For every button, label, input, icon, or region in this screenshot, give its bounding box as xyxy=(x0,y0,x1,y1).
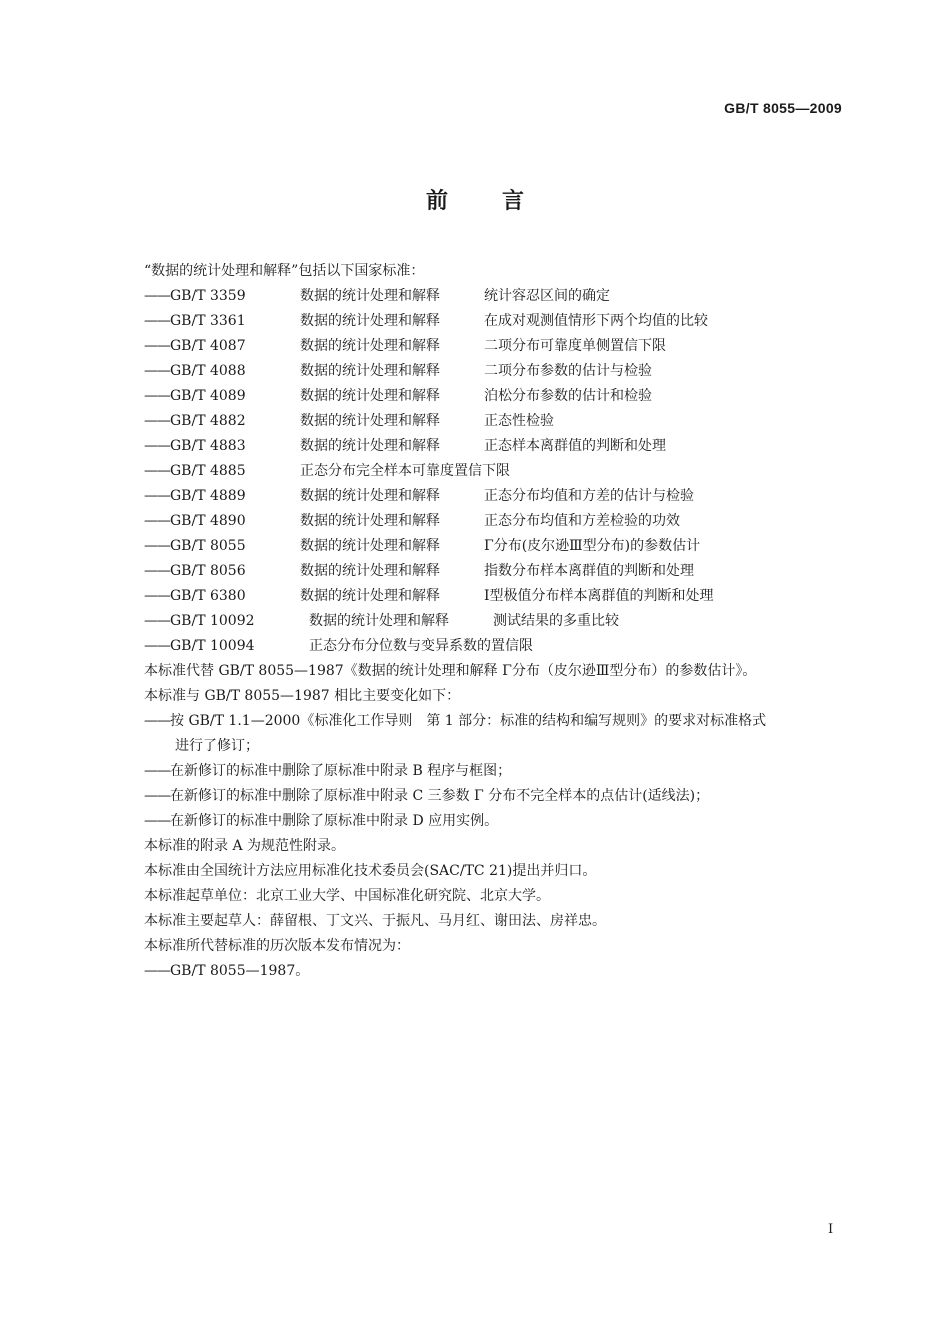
standard-item: ——GB/T 3359 数据的统计处理和解释 统计容忍区间的确定 xyxy=(144,288,610,304)
change-item-continuation: 进行了修订； xyxy=(175,738,259,754)
drafters: 本标准主要起草人：薛留根、丁文兴、于振凡、马月红、谢田法、房祥忠。 xyxy=(144,913,606,929)
standard-item: ——GB/T 6380 数据的统计处理和解释 Ⅰ型极值分布样本离群值的判断和处理 xyxy=(144,588,714,604)
page-title xyxy=(0,184,950,215)
change-item: ——在新修订的标准中删除了原标准中附录 D 应用实例。 xyxy=(144,813,499,829)
standard-item: ——GB/T 4089 数据的统计处理和解释 泊松分布参数的估计和检验 xyxy=(144,388,652,404)
document-code-header: GB/T 8055—2009 xyxy=(724,100,842,116)
standard-item: ——GB/T 8055 数据的统计处理和解释 Γ分布(皮尔逊Ⅲ型分布)的参数估计 xyxy=(144,538,701,554)
standard-item: ——GB/T 8056 数据的统计处理和解释 指数分布样本离群值的判断和处理 xyxy=(144,563,694,579)
standard-item: ——GB/T 4885 正态分布完全样本可靠度置信下限 xyxy=(144,463,510,479)
standard-item: ——GB/T 4088 数据的统计处理和解释 二项分布参数的估计与检验 xyxy=(144,363,652,379)
intro-line: “数据的统计处理和解释”包括以下国家标准： xyxy=(144,263,425,279)
title-char-2: 言 xyxy=(502,189,525,214)
change-item: ——按 GB/T 1.1—2000《标准化工作导则 第 1 部分：标准的结构和编写规则》的要求对标准格式 xyxy=(144,713,767,729)
standard-item: ——GB/T 10094 正态分布分位数与变异系数的置信限 xyxy=(144,638,533,654)
drafting-units: 本标准起草单位：北京工业大学、中国标准化研究院、北京大学。 xyxy=(144,888,550,904)
change-item: ——在新修订的标准中删除了原标准中附录 B 程序与框图； xyxy=(144,763,512,779)
replace-statement: 本标准代替 GB/T 8055—1987《数据的统计处理和解释 Γ分布（皮尔逊Ⅲ型分布）的参数估计》。 xyxy=(144,663,757,679)
changes-intro: 本标准与 GB/T 8055—1987 相比主要变化如下： xyxy=(144,688,461,704)
page-number: Ⅰ xyxy=(828,1222,834,1237)
appendix-note: 本标准的附录 A 为规范性附录。 xyxy=(144,838,346,854)
standard-item: ——GB/T 3361 数据的统计处理和解释 在成对观测值情形下两个均值的比较 xyxy=(144,313,708,329)
standard-item: ——GB/T 10092 数据的统计处理和解释 测试结果的多重比较 xyxy=(144,613,619,629)
proposer-statement: 本标准由全国统计方法应用标准化技术委员会(SAC/TC 21)提出并归口。 xyxy=(144,863,597,879)
standard-item: ——GB/T 4889 数据的统计处理和解释 正态分布均值和方差的估计与检验 xyxy=(144,488,694,504)
standard-item: ——GB/T 4890 数据的统计处理和解释 正态分布均值和方差检验的功效 xyxy=(144,513,680,529)
title-char-1: 前 xyxy=(425,189,448,214)
foreword-body xyxy=(144,259,850,984)
standard-item: ——GB/T 4087 数据的统计处理和解释 二项分布可靠度单侧置信下限 xyxy=(144,338,666,354)
standard-item: ——GB/T 4883 数据的统计处理和解释 正态样本离群值的判断和处理 xyxy=(144,438,666,454)
history-intro: 本标准所代替标准的历次版本发布情况为： xyxy=(144,938,410,954)
standard-item: ——GB/T 4882 数据的统计处理和解释 正态性检验 xyxy=(144,413,554,429)
change-item: ——在新修订的标准中删除了原标准中附录 C 三参数 Γ 分布不完全样本的点估计(适线法)； xyxy=(144,788,710,804)
history-item: ——GB/T 8055—1987。 xyxy=(144,963,310,979)
